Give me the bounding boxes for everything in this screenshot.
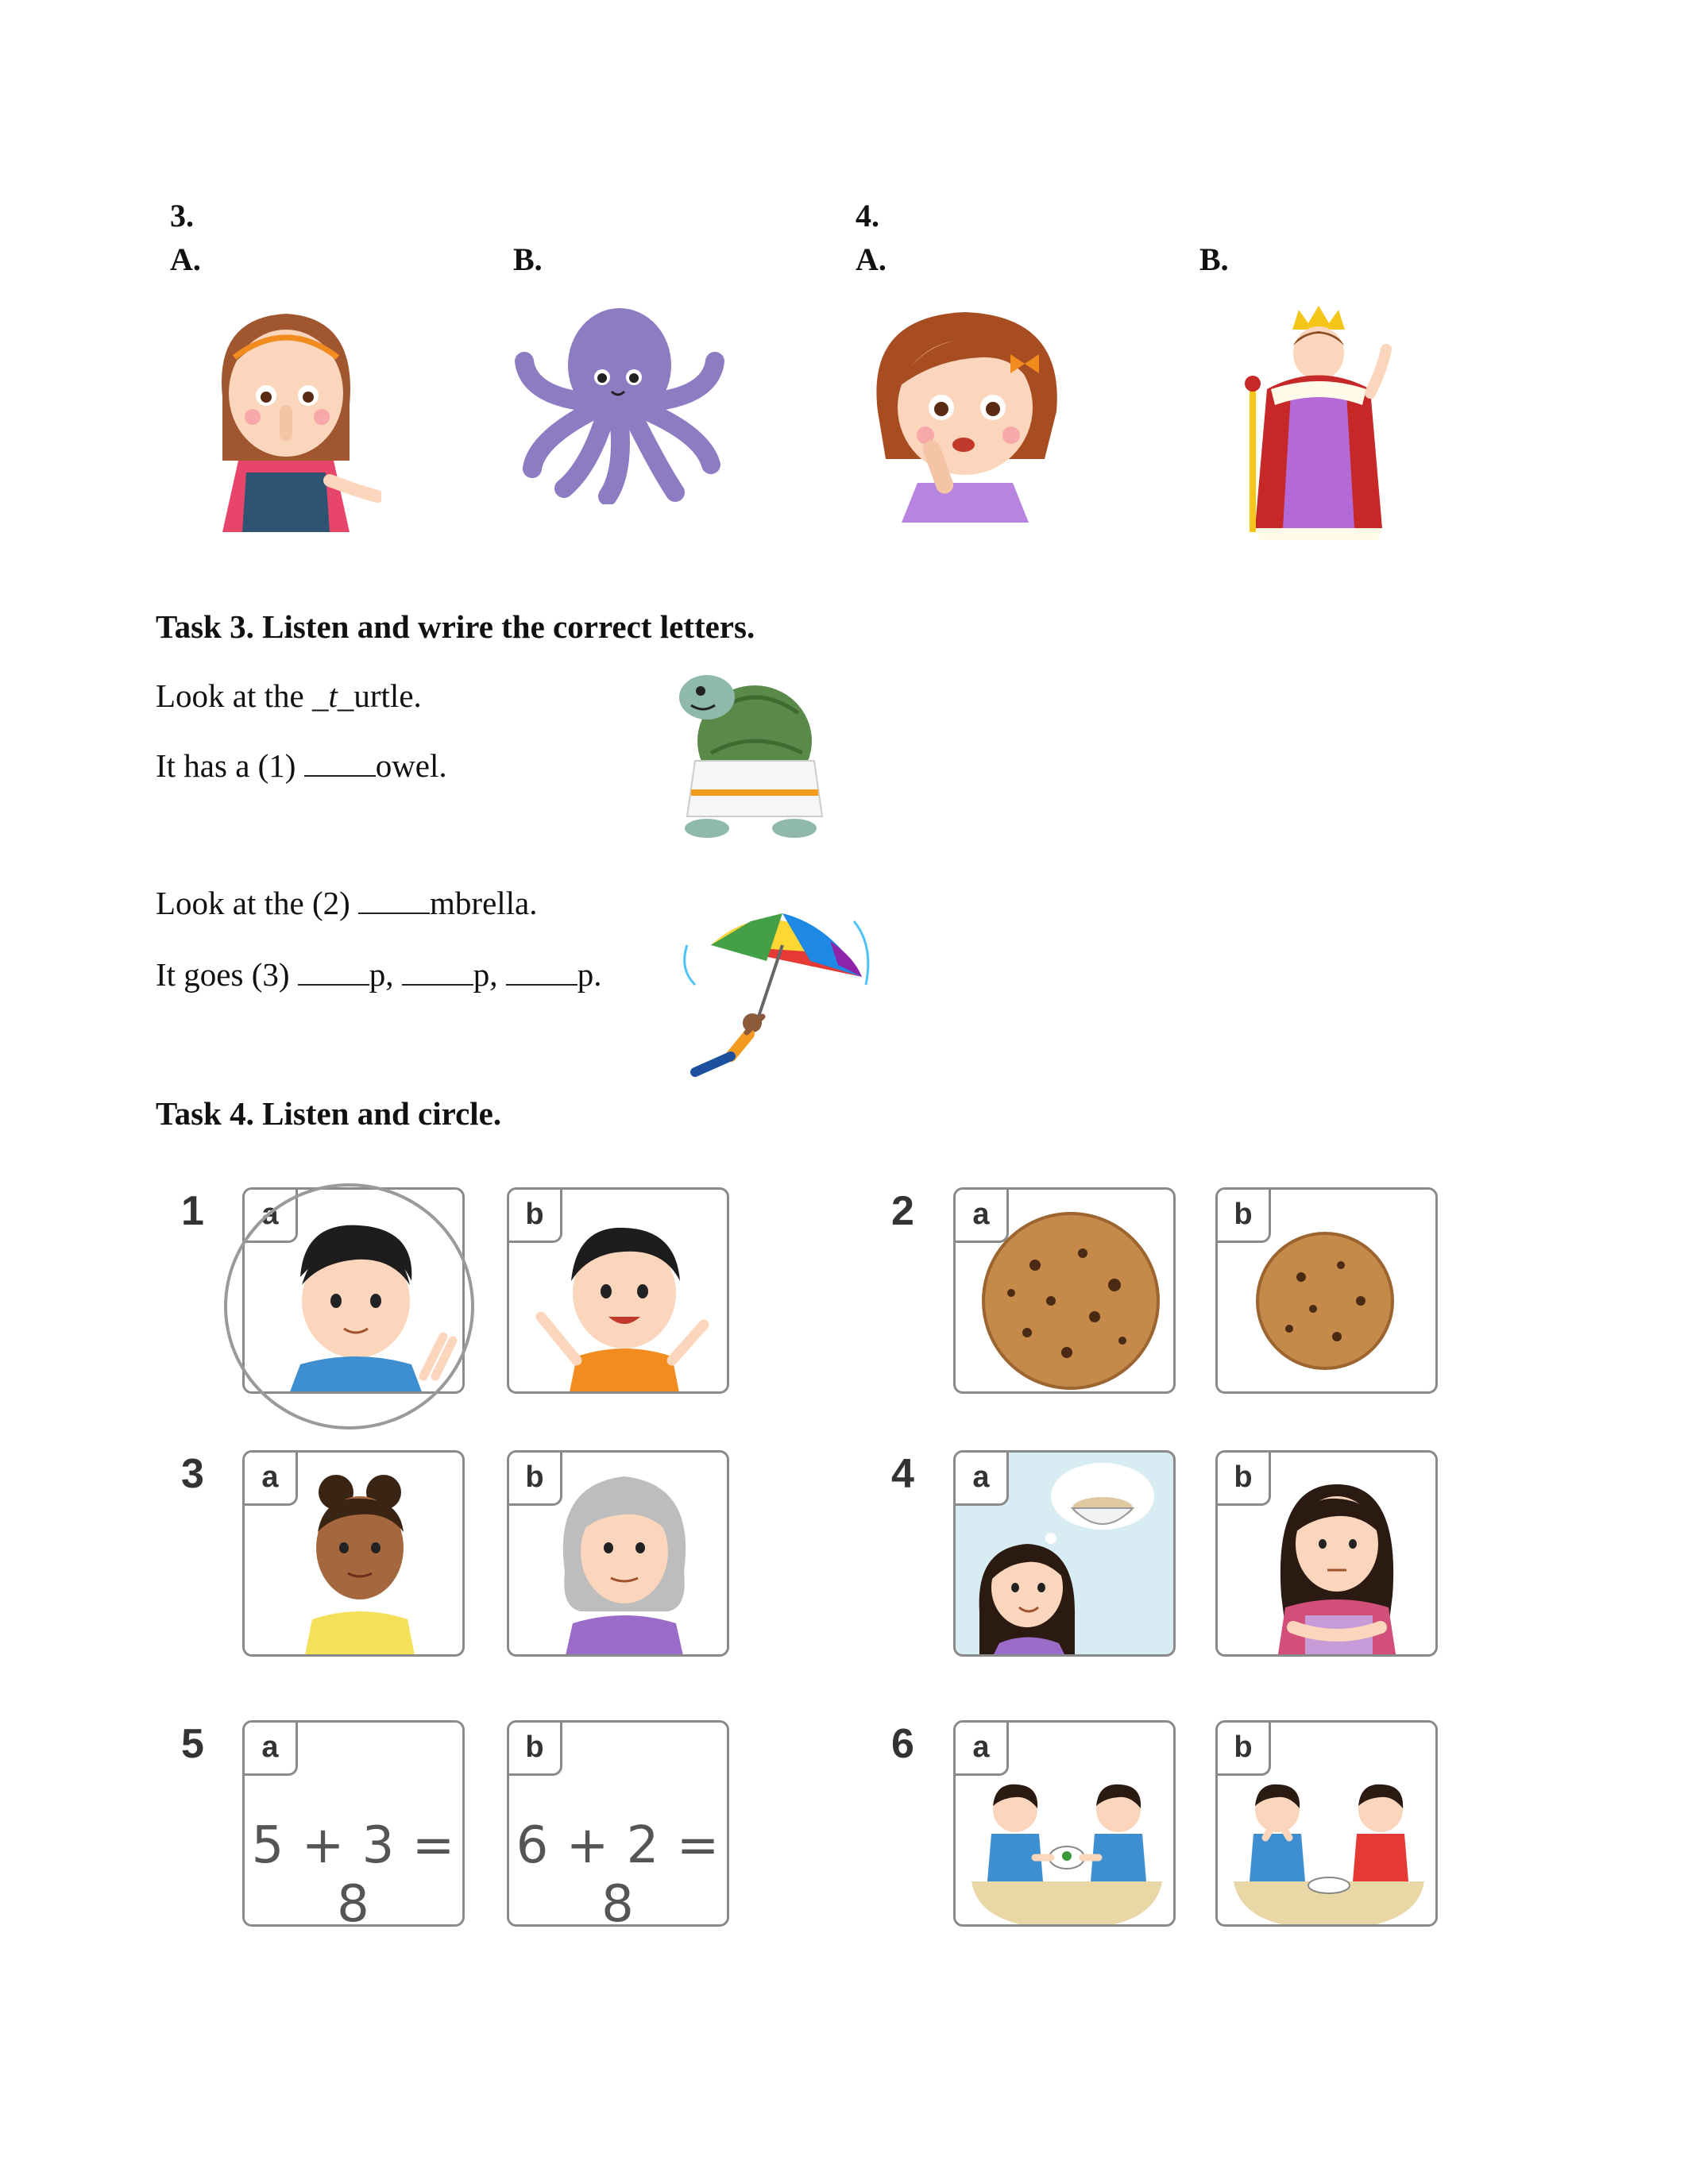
task-3-title: Task 3. Listen and wrire the correct letters. bbox=[156, 608, 755, 645]
question-4-option-b-label: B. bbox=[1199, 241, 1229, 277]
item-6-option-a[interactable] bbox=[953, 1720, 1176, 1927]
line-1-end: owel. bbox=[375, 747, 447, 784]
option-b-tag: b bbox=[1215, 1720, 1271, 1776]
example-answer-circle bbox=[224, 1183, 474, 1430]
option-a-tag: a bbox=[953, 1187, 1009, 1243]
item-5-number: 5 bbox=[181, 1721, 204, 1767]
umbrella-boy-image bbox=[663, 897, 878, 1088]
task-3-line-2 bbox=[156, 884, 538, 922]
item-4-option-b[interactable] bbox=[1215, 1450, 1438, 1657]
line-3-p2: p, bbox=[473, 956, 506, 993]
option-a-tag: a bbox=[242, 1450, 298, 1506]
equation-a: 5 + 3 = 8 bbox=[251, 1816, 456, 1927]
question-3-option-a-label: A. bbox=[170, 241, 201, 277]
line-3-p3: p. bbox=[577, 956, 602, 993]
option-a-tag: a bbox=[242, 1187, 298, 1243]
example-line-start: Look at the _ bbox=[156, 677, 329, 714]
question-3-option-b-label: B. bbox=[513, 241, 543, 277]
option-a-tag: a bbox=[242, 1720, 298, 1776]
blank-3c[interactable] bbox=[506, 960, 577, 986]
item-1-number: 1 bbox=[181, 1188, 204, 1234]
item-6-number: 6 bbox=[891, 1721, 914, 1767]
question-4-option-a-label: A. bbox=[856, 241, 886, 277]
blank-3b[interactable] bbox=[402, 960, 473, 986]
option-b-tag: b bbox=[507, 1450, 562, 1506]
girl-shushing-image bbox=[191, 302, 381, 532]
option-b-tag: b bbox=[507, 1720, 562, 1776]
blank-2[interactable] bbox=[358, 889, 430, 914]
item-4-option-a[interactable] bbox=[953, 1450, 1176, 1657]
item-2-number: 2 bbox=[891, 1188, 914, 1234]
task-4-title: Task 4. Listen and circle. bbox=[156, 1095, 502, 1132]
option-a-tag: a bbox=[953, 1720, 1009, 1776]
line-1-start: It has a (1) bbox=[156, 747, 304, 784]
option-b-tag: b bbox=[1215, 1187, 1271, 1243]
option-b-tag: b bbox=[1215, 1450, 1271, 1506]
task-3-example-line bbox=[156, 677, 422, 715]
equation-b: 6 + 2 = 8 bbox=[516, 1816, 720, 1927]
blank-1[interactable] bbox=[304, 751, 376, 777]
item-6-option-b[interactable] bbox=[1215, 1720, 1438, 1927]
option-b-tag: b bbox=[507, 1187, 562, 1243]
item-5-option-a[interactable] bbox=[242, 1720, 465, 1927]
girl-thinking-image bbox=[862, 300, 1068, 523]
blank-3a[interactable] bbox=[298, 960, 369, 986]
item-3-option-a[interactable] bbox=[242, 1450, 465, 1657]
question-3-number: 3. bbox=[170, 198, 194, 233]
item-5-option-b[interactable] bbox=[507, 1720, 729, 1927]
option-a-tag: a bbox=[953, 1450, 1009, 1506]
question-4-number: 4. bbox=[856, 198, 879, 233]
octopus-image bbox=[512, 298, 727, 504]
task-3-line-3 bbox=[156, 955, 602, 994]
item-3-option-b[interactable] bbox=[507, 1450, 729, 1657]
queen-image bbox=[1235, 306, 1402, 544]
line-2-end: mbrella. bbox=[430, 885, 538, 921]
example-answer-letter: t bbox=[328, 677, 338, 714]
item-2-option-a[interactable] bbox=[953, 1187, 1176, 1394]
task-3-line-1 bbox=[156, 747, 447, 785]
line-2-start: Look at the (2) bbox=[156, 885, 359, 921]
example-line-end: _urtle. bbox=[337, 677, 422, 714]
item-4-number: 4 bbox=[891, 1451, 914, 1497]
line-3-p1: p, bbox=[369, 956, 402, 993]
item-3-number: 3 bbox=[181, 1451, 204, 1497]
line-3-start: It goes (3) bbox=[156, 956, 298, 993]
item-1-option-b[interactable] bbox=[507, 1187, 729, 1394]
item-2-option-b[interactable] bbox=[1215, 1187, 1438, 1394]
turtle-towel-image bbox=[667, 666, 834, 844]
